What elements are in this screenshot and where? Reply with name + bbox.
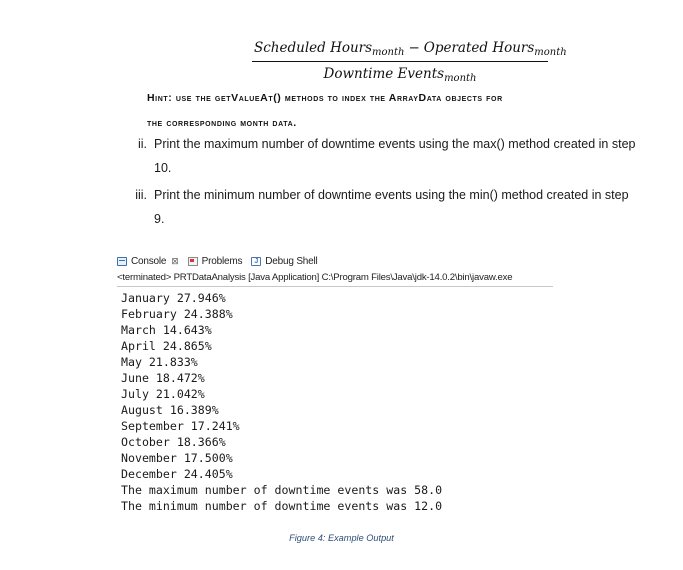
console-status: <terminated> PRTDataAnalysis [Java Application] C:\Program Files\Java\jdk-14.0.2\bin\javaw.exe	[117, 270, 553, 287]
output-line: The minimum number of downtime events was 12.0	[121, 499, 443, 513]
formula-operated-hours: Operated Hours	[423, 40, 535, 56]
formula-numerator	[252, 40, 567, 61]
downtime-formula	[252, 40, 567, 84]
formula-scheduled-hours: Scheduled Hours	[254, 40, 373, 56]
formula-sub-month: month	[372, 47, 405, 58]
output-line: January 27.946%	[121, 291, 226, 305]
tab-console[interactable]	[117, 256, 179, 267]
tab-debug-shell[interactable]	[251, 256, 317, 267]
formula-downtime-events: Downtime Events	[323, 66, 445, 82]
formula-minus: −	[408, 40, 420, 56]
console-output[interactable]	[121, 290, 553, 514]
tab-label: Debug Shell	[265, 255, 318, 267]
eclipse-console-panel	[117, 252, 553, 514]
formula-denominator	[252, 66, 548, 84]
tab-label: Problems	[201, 255, 243, 267]
step-ii	[127, 132, 667, 180]
output-line: May 21.833%	[121, 355, 198, 369]
output-line: June 18.472%	[121, 371, 205, 385]
output-line: October 18.366%	[121, 435, 226, 449]
output-line: August 16.389%	[121, 403, 219, 417]
step-iii	[127, 183, 667, 231]
output-line: February 24.388%	[121, 307, 233, 321]
console-icon	[117, 257, 127, 266]
formula-sub-month: month	[444, 73, 477, 84]
debug-shell-icon: J	[251, 257, 261, 266]
step-text-line: Print the minimum number of downtime events using the min() method created in step	[154, 188, 629, 202]
step-number: iii.	[135, 188, 147, 202]
figure-caption: Figure 4: Example Output	[289, 533, 394, 543]
step-number: ii.	[137, 137, 147, 151]
output-line: November 17.500%	[121, 451, 233, 465]
close-icon[interactable]: ⊠	[171, 255, 179, 266]
hint-line-1: Hint: use the getValueAt() methods to index the ArrayData objects for	[147, 92, 503, 104]
hint-text	[147, 86, 667, 136]
tab-label: Console	[131, 255, 167, 267]
tab-problems[interactable]	[188, 256, 243, 267]
formula-sub-month: month	[534, 47, 567, 58]
output-line: March 14.643%	[121, 323, 212, 337]
output-line: December 24.405%	[121, 467, 233, 481]
step-text-line: 9.	[154, 212, 165, 226]
output-line: July 21.042%	[121, 387, 205, 401]
output-line: September 17.241%	[121, 419, 240, 433]
output-line: April 24.865%	[121, 339, 212, 353]
console-tab-bar	[117, 252, 553, 270]
step-text-line: 10.	[154, 161, 172, 175]
step-text-line: Print the maximum number of downtime events using the max() method created in step	[154, 137, 636, 151]
hint-line-2: the corresponding month data.	[147, 117, 297, 129]
fraction-bar	[252, 61, 548, 62]
problems-icon	[188, 257, 198, 266]
output-line: The maximum number of downtime events was 58.0	[121, 483, 443, 497]
